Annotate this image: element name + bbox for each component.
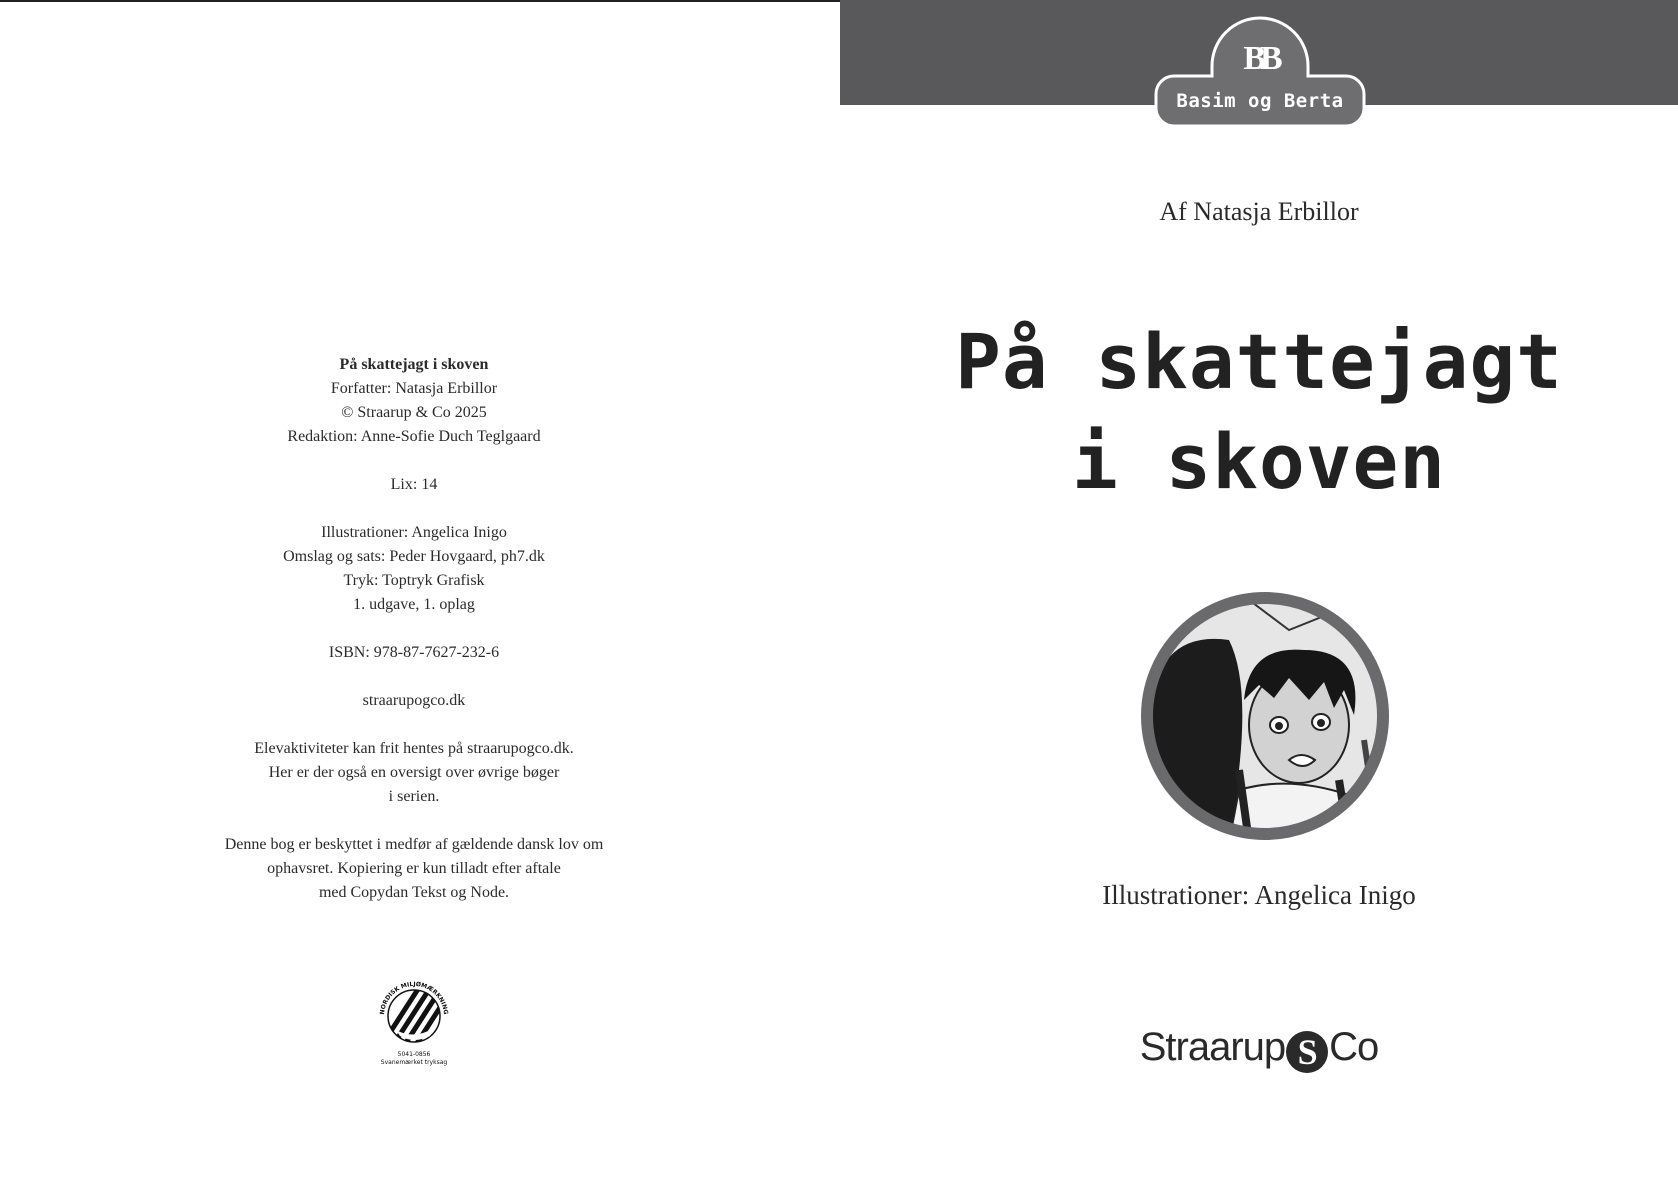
series-monogram: BB <box>1243 40 1277 77</box>
title-page-author: Af Natasja Erbillor <box>1159 197 1359 226</box>
colophon-text <box>0 353 828 929</box>
ecolabel-caption: Svanemærket tryksag <box>380 1059 448 1066</box>
nordic-swan-ecolabel-icon <box>374 978 454 1070</box>
cover-illustration-portrait <box>1139 590 1391 842</box>
colophon-author: Forfatter: Natasja Erbillor <box>330 380 498 397</box>
publisher-logo <box>840 1025 1678 1073</box>
publisher-name-right: Co <box>1329 1025 1379 1069</box>
colophon-lix: Lix: 14 <box>390 476 438 493</box>
title-page <box>840 0 1678 1190</box>
colophon-isbn: ISBN: 978-87-7627-232-6 <box>328 644 500 661</box>
publisher-s-mark-icon: S <box>1286 1031 1328 1073</box>
colophon-legal-line-1: Denne bog er beskyttet i medfør af gældende dansk lov om <box>224 836 604 853</box>
title-page-illustrator: Illustrationer: Angelica Inigo <box>1102 880 1416 910</box>
colophon-activities-line-1: Elevaktiviteter kan frit hentes på straarupogco.dk. <box>254 740 574 757</box>
colophon-editor: Redaktion: Anne-Sofie Duch Teglgaard <box>287 428 541 445</box>
colophon-book-title: På skattejagt i skoven <box>339 356 489 373</box>
book-title-line-2: i skoven <box>1071 417 1447 506</box>
publisher-name-left: Straarup <box>1139 1025 1286 1069</box>
ecolabel-ring-text: NORDISK MILJØMÆRKNING <box>378 980 450 1015</box>
book-title <box>840 312 1678 512</box>
colophon-edition: 1. udgave, 1. oplag <box>353 596 475 613</box>
colophon-legal-line-2: ophavsret. Kopiering er kun tilladt efter aftale <box>267 860 561 877</box>
colophon-cover-layout: Omslag og sats: Peder Hovgaard, ph7.dk <box>283 548 545 565</box>
ecolabel-license: 5041-0856 <box>397 1051 431 1058</box>
colophon-activities-line-3: i serien. <box>388 788 440 805</box>
colophon-legal-line-3: med Copydan Tekst og Node. <box>318 884 510 901</box>
colophon-print: Tryk: Toptryk Grafisk <box>343 572 485 589</box>
colophon-website: straarupogco.dk <box>362 692 466 709</box>
colophon-activities-line-2: Her er der også en oversigt over øvrige bøger <box>268 764 560 781</box>
series-name: Basim og Berta <box>1176 90 1344 112</box>
book-title-line-1: På skattejagt <box>955 317 1563 406</box>
colophon-illustrations: Illustrationer: Angelica Inigo <box>321 524 507 541</box>
colophon-copyright: © Straarup & Co 2025 <box>341 404 487 421</box>
